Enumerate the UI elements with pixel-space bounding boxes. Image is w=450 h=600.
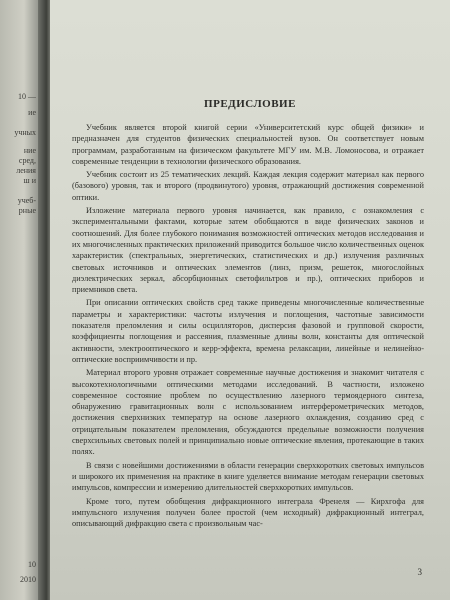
left-page-text-fragment: 10 — (18, 92, 36, 101)
paragraph: При описании оптических свойств сред также приведены многочисленные количественные параметры и характеристики: частоты излучения и поглощения, частотные зависимости показателя преломления и силы осцилляторов, дисперсия фазовой и групповой скорости, коэффициенты поглощения и рассеяния, плазменные длины волн, константы для оптической активности, электрооптического и керр-эффекта, времена релаксации, линейные и нелинейно-оптические восприимчивости и пр. (72, 298, 424, 364)
book-page (50, 0, 450, 600)
left-page-text-fragment: учеб- (17, 196, 36, 205)
left-page-text-fragment: 2010 (20, 575, 36, 584)
left-page-text-fragment: ш и (23, 176, 36, 185)
page-body-text (72, 122, 424, 531)
page-number: 3 (417, 567, 422, 577)
left-page-text-fragment: учных (14, 128, 36, 137)
paragraph: Учебник является второй книгой серии «Университетский курс общей физики» и предназначен для студентов физических специальностей вузов. Он соответствует новым программам, разработанным на физическом факультете МГУ им. М.В. Ломоносова, и отражает современные тенденции в технологии физического образования. (72, 123, 424, 166)
paragraph: Материал второго уровня отражает современные научные достижения и знакомит читателя с высокотехнологичными оптическими методами исследований. В частности, изложено современное состояние проблем по осуществлению лазерного термоядерного синтеза, обнаружению гравитационных волн с использованием интерферометрических методов, достижения сверхнизких температур на основе лазерного охлаждения, созданию сред с отрицательным показателем преломления, обсуждаются предельные возможности получения сверхсильных световых полей и принципиально новые оптические явления, протекающие в таких полях. (72, 368, 424, 457)
page-heading: ПРЕДИСЛОВИЕ (204, 98, 296, 110)
left-page-text-fragment: рные (18, 206, 36, 215)
left-page-text-fragment: 10 (28, 560, 36, 569)
left-page-text-fragment: ние (23, 146, 36, 155)
paragraph: Изложение материала первого уровня начинается, как правило, с ознакомления с экспериментальными фактами, которые затем обобщаются в виде физических законов и соотношений. Для более глубокого понимания возможностей оптических методов исследования и их многочисленных практических приложений приводится большое число количественных оценок характеристик (спектральных, энергетических, статистических и др.) излучения различных световых источников и оптических элементов (линз, призм, решеток, многослойных диэлектрических зеркал, абсорбционных светофильтров и пр.), оптических приборов и приемников света. (72, 206, 424, 295)
left-page-text-fragment: ления (16, 166, 36, 175)
paragraph: Учебник состоит из 25 тематических лекций. Каждая лекция содержит материал как первого (базового) уровня, так и второго (продвинутого) уровня, отражающий достижения современной оптики. (72, 170, 424, 202)
left-page-text-fragment: сред, (18, 156, 36, 165)
paragraph: Кроме того, путем обобщения дифракционного интеграла Френеля — Кирхгофа для импульсного излучения получен более простой (чем исходный) дифракционный интеграл, описывающий дифракцию света с произвольным час- (72, 496, 424, 529)
paragraph: В связи с новейшими достижениями в области генерации сверхкоротких световых импульсов и широкого их применения на практике в книге уделяется внимание методам генерации световых импульсов, компрессии и измерению длительностей сверхкоротких импульсов. (72, 460, 424, 493)
left-page-edge (0, 0, 40, 600)
left-page-text-fragment: ие (28, 108, 36, 117)
